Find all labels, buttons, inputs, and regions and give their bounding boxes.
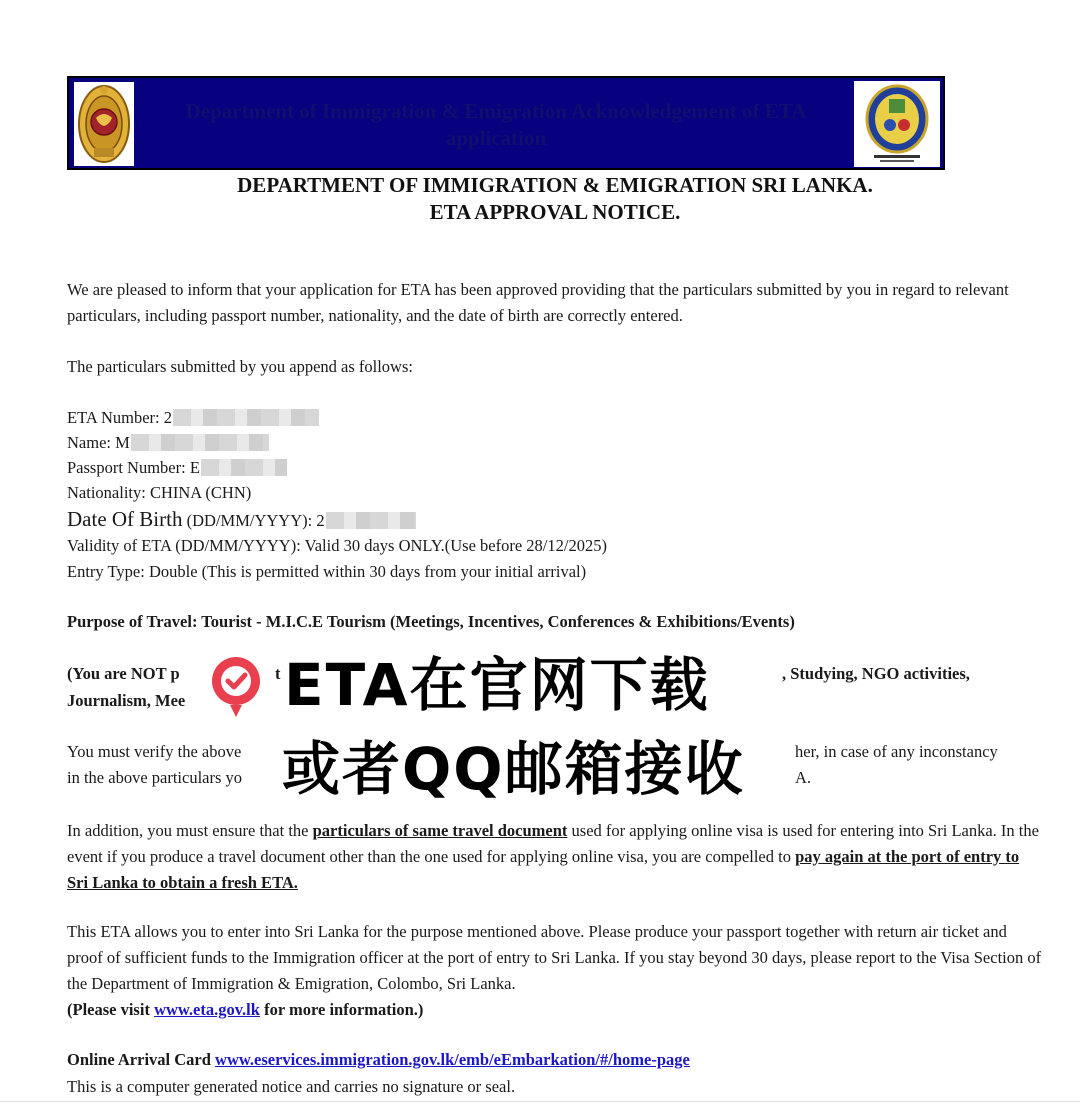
redacted-value — [201, 459, 287, 476]
page-bottom-divider — [0, 1101, 1080, 1102]
check-circle-icon — [208, 653, 264, 719]
entry-type-row: Entry Type: Double (This is permitted within 30 days from your initial arrival) — [67, 562, 587, 581]
verify-end: her, in case of any inconstancy — [795, 742, 998, 761]
visit-line — [67, 997, 1042, 1023]
visit-prefix: (Please visit — [67, 1000, 155, 1019]
overlay-caption-line-2: 或者QQ邮箱接收 — [282, 735, 745, 803]
footer-note: This is a computer generated notice and carries no signature or seal. — [67, 1077, 516, 1096]
intro-paragraph: We are pleased to inform that your application for ETA has been approved providing that the particulars submitted by you in regard to relevant particulars, including passport number, nationality, and the date of birth are correctly entered. — [67, 280, 1009, 325]
verify-end-2: A. — [795, 768, 812, 787]
verify-start: You must verify the above — [67, 742, 242, 761]
dob-row — [67, 506, 1042, 534]
validity-row: Validity of ETA (DD/MM/YYYY): Valid 30 days ONLY.(Use before 28/12/2025) — [67, 536, 607, 555]
notice-heading-1: DEPARTMENT OF IMMIGRATION & EMIGRATION SRI LANKA. — [237, 173, 873, 197]
overlay-caption-line-1: ETA在官网下载 — [284, 651, 710, 719]
arrival-card-label: Online Arrival Card — [67, 1050, 216, 1069]
redacted-value — [131, 434, 269, 451]
travel-doc-text-2: used for applying online visa is used for entering into Sri Lanka. In the event if you produce a travel document other than the one used for applying online visa, you are compelled to — [67, 821, 1039, 866]
passport-label: Passport Number: E — [67, 458, 200, 477]
dob-label: Date Of Birth — [67, 507, 183, 531]
travel-document-paragraph — [67, 818, 1042, 896]
eta-number-label: ETA Number: 2 — [67, 408, 172, 427]
immigration-logo-right — [854, 81, 940, 167]
restriction-line-2: Journalism, Mee — [67, 691, 186, 710]
particulars-intro: The particulars submitted by you append as follows: — [67, 357, 413, 376]
verify-start-2: in the above particulars yo — [67, 768, 243, 787]
name-row — [67, 430, 1042, 456]
nationality-row: Nationality: CHINA (CHN) — [67, 483, 252, 502]
visit-suffix: for more information.) — [259, 1000, 424, 1019]
restriction-mid: t — [275, 664, 281, 683]
redacted-value — [173, 409, 319, 426]
name-label: Name: M — [67, 433, 130, 452]
redacted-value — [326, 512, 416, 529]
purpose-of-travel: Purpose of Travel: Tourist - M.I.C.E Tourism (Meetings, Incentives, Conferences & Exhibitions/Events) — [67, 612, 795, 631]
sri-lanka-emblem-left — [74, 82, 134, 166]
restriction-end: , Studying, NGO activities, — [782, 664, 970, 683]
dob-format: (DD/MM/YYYY): 2 — [182, 511, 325, 530]
pay-again-emphasis: pay again at the port of entry to Sri Lanka to obtain a fresh ETA. — [67, 847, 1020, 892]
restriction-start: (You are NOT p — [67, 664, 180, 683]
banner-title: Department of Immigration & Emigration Acknowledgement of ETA application — [185, 99, 807, 150]
header-banner — [67, 76, 945, 170]
notice-heading-2: ETA APPROVAL NOTICE. — [429, 200, 681, 224]
eta-website-link[interactable]: www.eta.gov.lk — [154, 1000, 260, 1019]
arrival-card-line — [67, 1047, 1042, 1073]
arrival-card-link[interactable]: www.eservices.immigration.gov.lk/emb/eEmbarkation/#/home-page — [215, 1050, 690, 1069]
eta-number-row — [67, 405, 1042, 431]
passport-row — [67, 455, 1042, 481]
allow-paragraph: This ETA allows you to enter into Sri Lanka for the purpose mentioned above. Please produce your passport together with return air ticket and proof of sufficient funds to the Immigration officer at the port of entry to Sri Lanka. If you stay beyond 30 days, please report to the Visa Section of the Department of Immigration & Emigration, Colombo, Sri Lanka. — [67, 922, 1042, 993]
same-document-emphasis: particulars of same travel document — [312, 821, 568, 840]
travel-doc-text-1: In addition, you must ensure that the — [67, 821, 313, 840]
